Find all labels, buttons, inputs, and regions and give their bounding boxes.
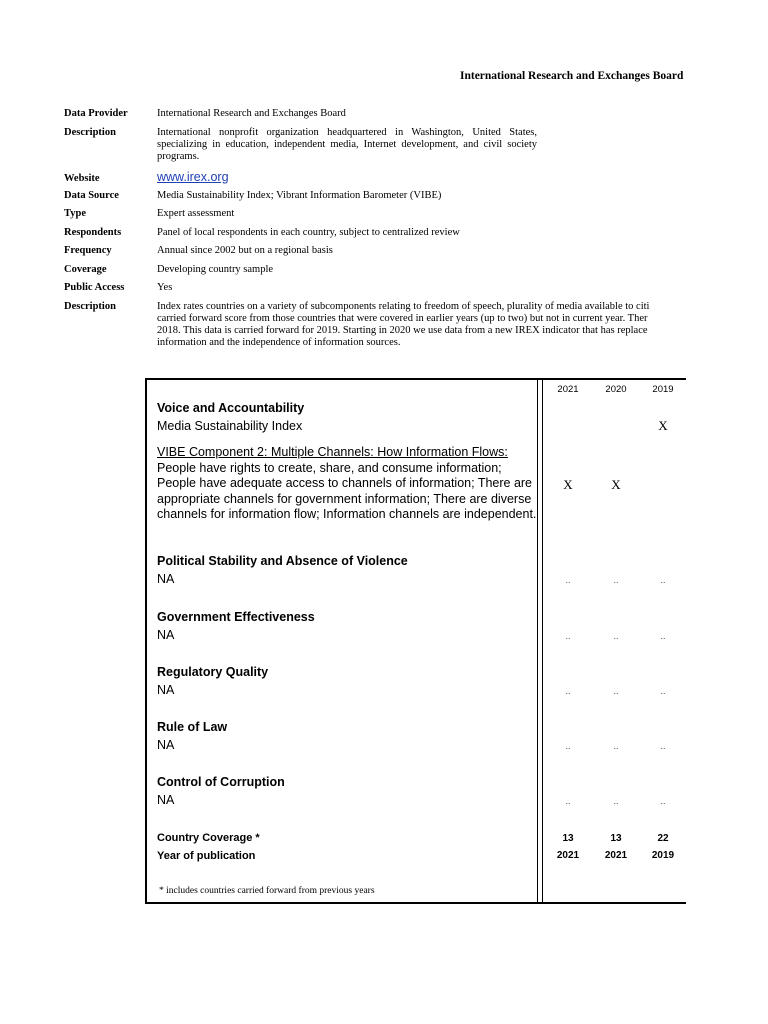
meta-label: Website bbox=[64, 172, 100, 184]
vibe-heading: VIBE Component 2: Multiple Channels: How Information Flows: bbox=[157, 445, 508, 459]
no-data-mark: .. bbox=[565, 631, 571, 641]
meta-value: Developing country sample bbox=[157, 263, 274, 275]
meta-value-multiline bbox=[157, 301, 686, 349]
meta-label: Type bbox=[64, 208, 86, 219]
meta-value: Expert assessment bbox=[157, 208, 235, 219]
meta-row-type bbox=[64, 208, 686, 220]
section-subtitle: Media Sustainability Index bbox=[157, 419, 303, 433]
no-data-mark: .. bbox=[660, 686, 666, 696]
indicator-table bbox=[145, 378, 686, 904]
meta-row-public-access bbox=[64, 282, 686, 294]
country-coverage-value: 22 bbox=[657, 833, 669, 844]
section-subtitle: NA bbox=[157, 628, 175, 642]
no-data-mark: .. bbox=[660, 575, 666, 585]
meta-value: Media Sustainability Index; Vibrant Information Barometer (VIBE) bbox=[157, 189, 442, 201]
no-data-mark: .. bbox=[613, 575, 619, 585]
table-divider bbox=[542, 380, 543, 902]
metadata-block bbox=[64, 108, 686, 355]
vibe-description: People have rights to create, share, and consume information; People have adequate access to channels of information; There are appropriate channels for government information; There are diverse channels for information flow; Information channels are independent. bbox=[157, 460, 537, 521]
country-coverage-label: Country Coverage * bbox=[157, 832, 260, 844]
no-data-mark: .. bbox=[613, 686, 619, 696]
section-title: Regulatory Quality bbox=[157, 665, 269, 679]
meta-label: Respondents bbox=[64, 226, 122, 238]
section-subtitle: NA bbox=[157, 738, 175, 752]
meta-value: Yes bbox=[157, 282, 173, 293]
footnote: * includes countries carried forward from previous years bbox=[159, 886, 375, 896]
coverage-mark: X bbox=[611, 477, 621, 492]
section-subtitle: NA bbox=[157, 572, 175, 586]
document-title: International Research and Exchanges Board bbox=[460, 70, 684, 82]
meta-label: Data Source bbox=[64, 189, 119, 201]
year-of-publication-value: 2021 bbox=[556, 850, 580, 861]
year-header: 2020 bbox=[605, 384, 627, 395]
description-line: 2018. This data is carried forward for 2019. Starting in 2020 we use data from a new IREX indicator that has replace bbox=[157, 324, 648, 336]
meta-row-frequency bbox=[64, 245, 686, 257]
section-title: Political Stability and Absence of Violence bbox=[157, 554, 408, 568]
year-of-publication-label: Year of publication bbox=[157, 850, 256, 862]
section-subtitle: NA bbox=[157, 793, 175, 807]
meta-value: International Research and Exchanges Board bbox=[157, 108, 346, 119]
meta-row-description-2 bbox=[64, 301, 686, 349]
meta-label: Description bbox=[64, 300, 116, 312]
no-data-mark: .. bbox=[565, 575, 571, 585]
coverage-mark: X bbox=[563, 477, 573, 492]
meta-value: Annual since 2002 but on a regional basis bbox=[157, 245, 333, 256]
description-line: information and the independence of information sources. bbox=[157, 336, 401, 348]
no-data-mark: .. bbox=[613, 631, 619, 641]
vibe-component bbox=[157, 445, 537, 523]
website-link[interactable]: www.irex.org bbox=[157, 169, 229, 184]
meta-label: Data Provider bbox=[64, 108, 128, 119]
meta-row-description bbox=[64, 127, 686, 163]
year-of-publication-value: 2021 bbox=[604, 850, 628, 861]
meta-row-data-source bbox=[64, 190, 686, 202]
coverage-mark: X bbox=[658, 418, 668, 433]
country-coverage-value: 13 bbox=[610, 833, 622, 844]
no-data-mark: .. bbox=[565, 686, 571, 696]
no-data-mark: .. bbox=[660, 796, 666, 806]
description-line: Index rates countries on a variety of subcomponents relating to freedom of speech, plurality of media available to citi bbox=[157, 300, 650, 312]
country-coverage-value: 13 bbox=[562, 833, 574, 844]
no-data-mark: .. bbox=[660, 631, 666, 641]
table-divider bbox=[537, 380, 538, 902]
meta-value: International nonprofit organization headquartered in Washington, United States, specializing in education, independent media, Internet development, and civil society programs. bbox=[157, 126, 537, 162]
year-of-publication-value: 2019 bbox=[651, 850, 675, 861]
section-subtitle: NA bbox=[157, 683, 175, 697]
description-line: carried forward score from those countries that were covered in earlier years (up to two) but not in current year. Ther bbox=[157, 312, 648, 324]
meta-row-coverage bbox=[64, 264, 686, 276]
year-header: 2019 bbox=[652, 384, 674, 395]
no-data-mark: .. bbox=[613, 796, 619, 806]
meta-row-data-provider bbox=[64, 108, 686, 120]
meta-label: Description bbox=[64, 126, 116, 138]
section-title: Voice and Accountability bbox=[157, 401, 305, 415]
meta-row-website bbox=[64, 171, 686, 185]
section-title: Control of Corruption bbox=[157, 775, 285, 789]
no-data-mark: .. bbox=[565, 796, 571, 806]
meta-label: Coverage bbox=[64, 263, 107, 275]
meta-label: Public Access bbox=[64, 282, 125, 293]
no-data-mark: .. bbox=[660, 741, 666, 751]
meta-row-respondents bbox=[64, 227, 686, 239]
meta-value: Panel of local respondents in each country, subject to centralized review bbox=[157, 226, 460, 238]
no-data-mark: .. bbox=[613, 741, 619, 751]
section-title: Rule of Law bbox=[157, 720, 228, 734]
section-title: Government Effectiveness bbox=[157, 610, 315, 624]
no-data-mark: .. bbox=[565, 741, 571, 751]
meta-label: Frequency bbox=[64, 245, 112, 256]
year-header: 2021 bbox=[557, 384, 579, 395]
